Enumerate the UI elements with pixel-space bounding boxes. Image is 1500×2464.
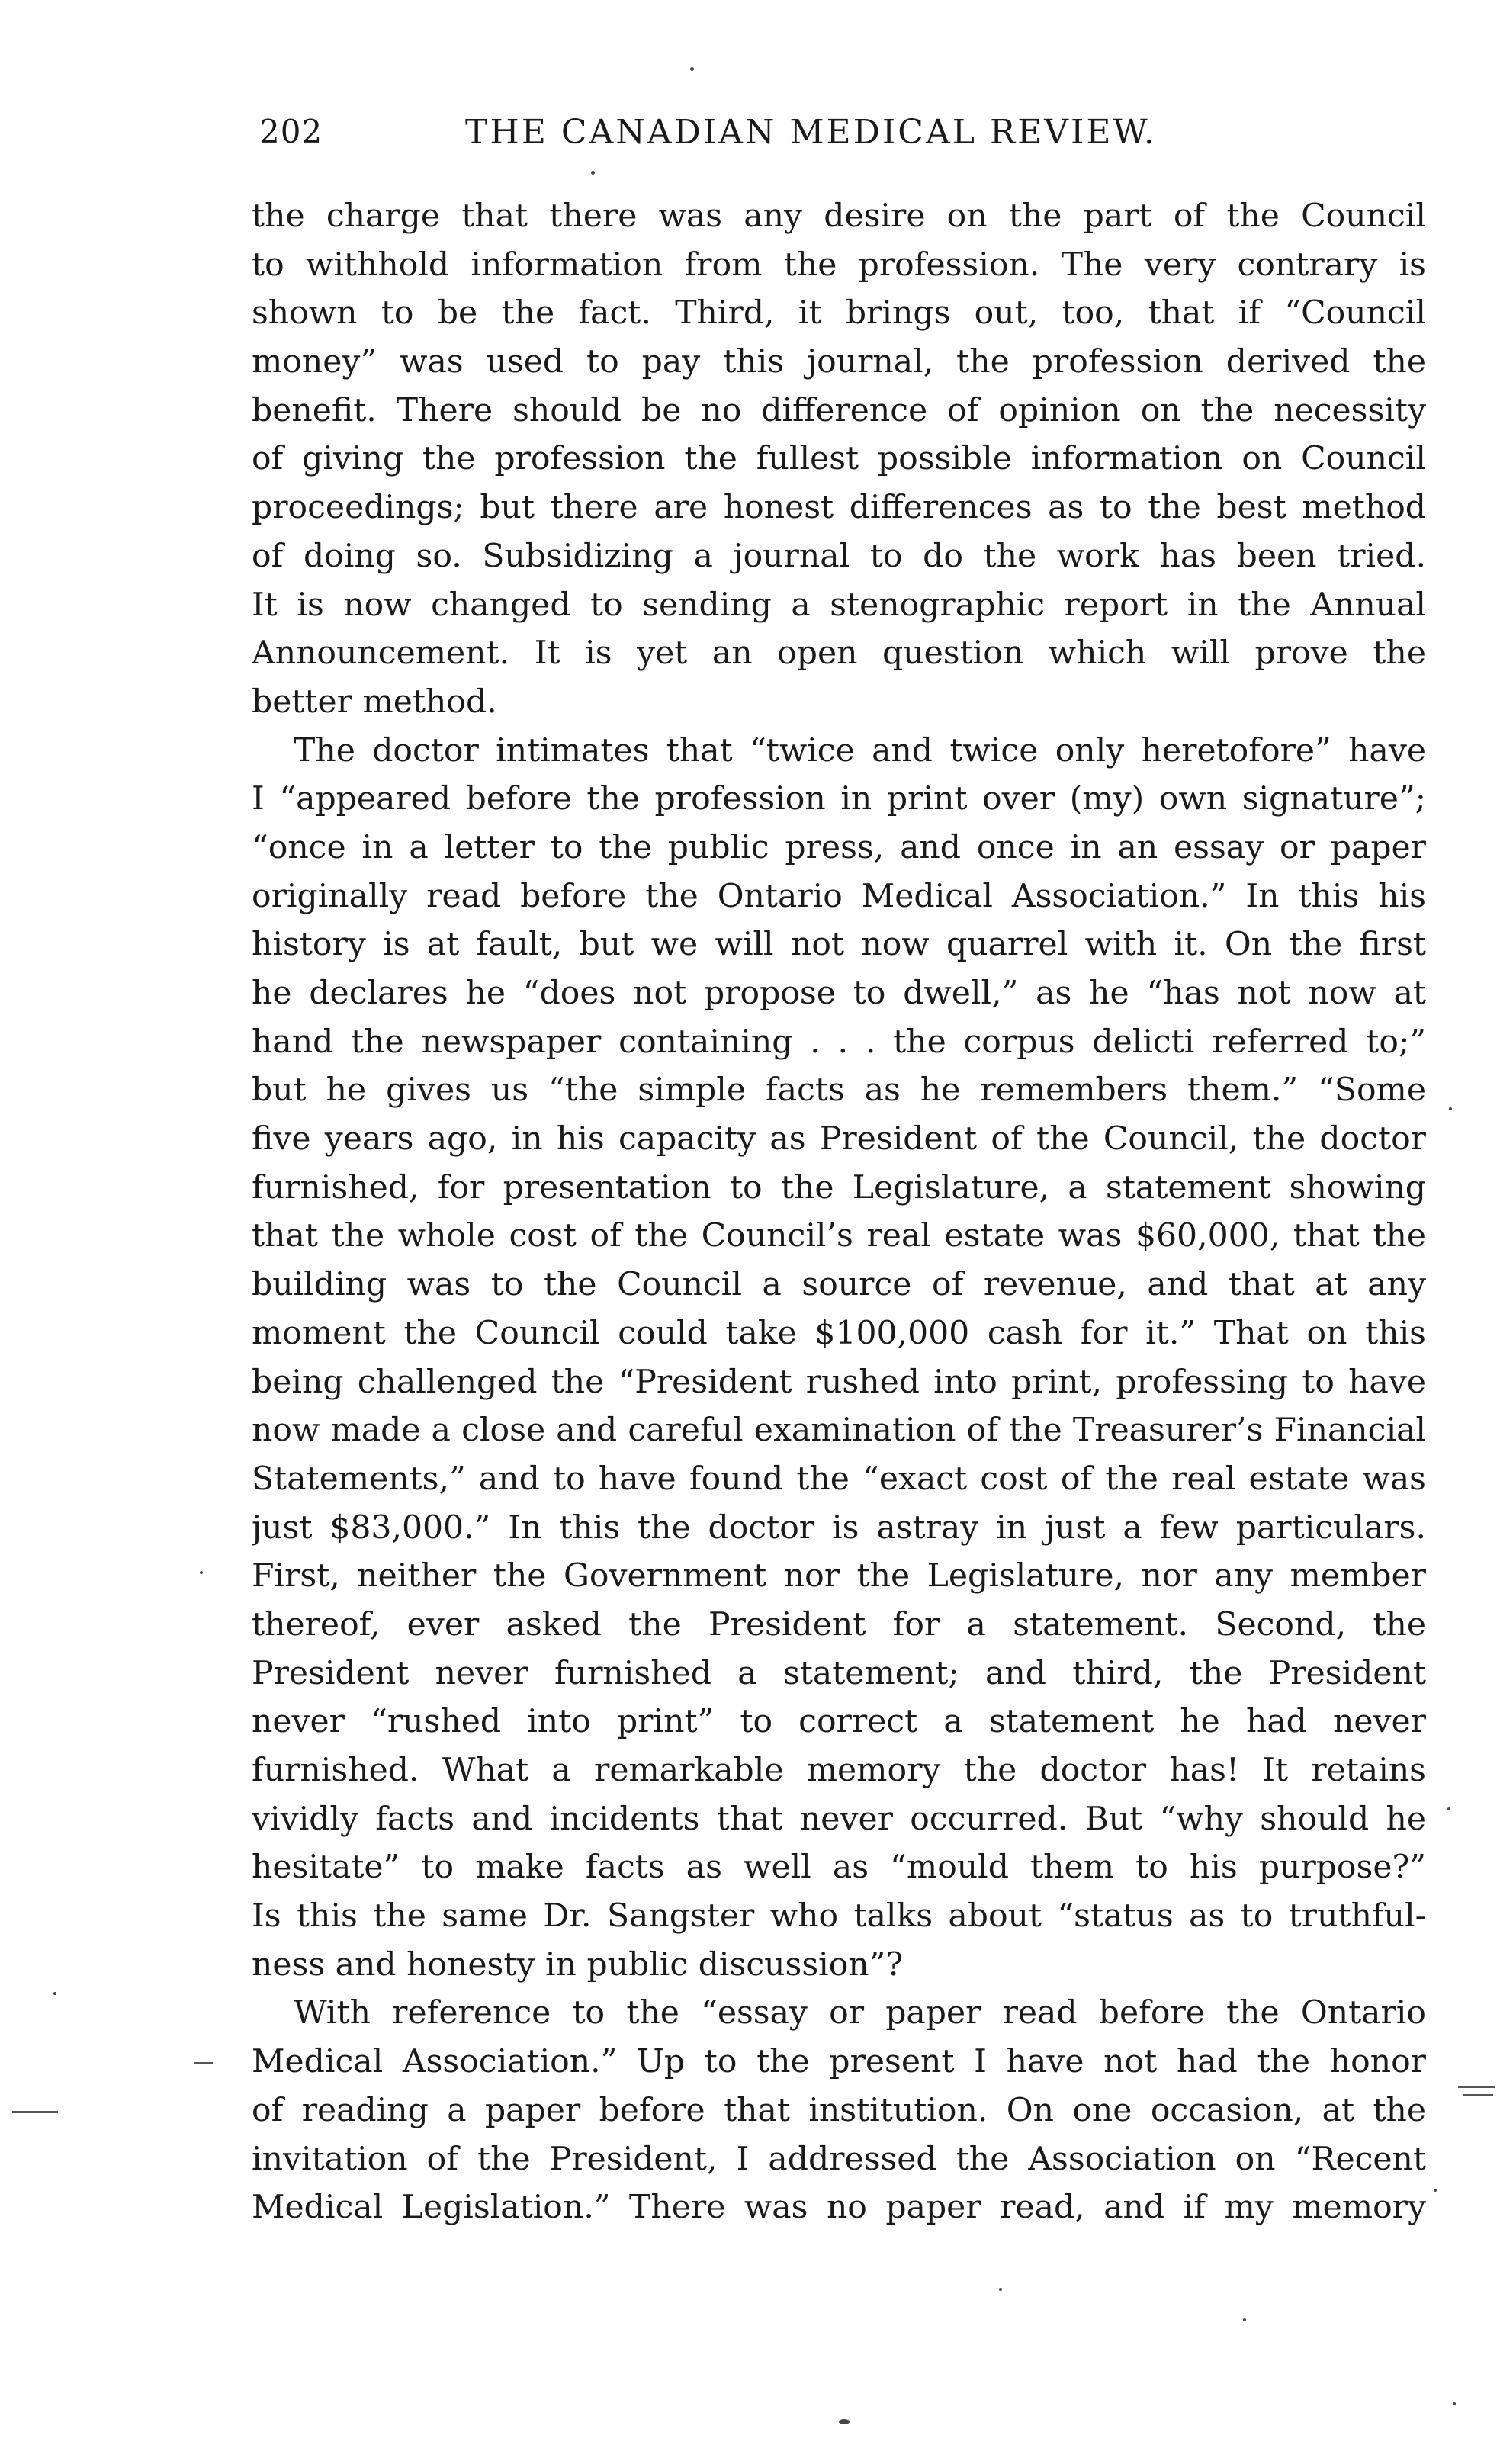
text-line: five years ago, in his capacity as President of the Council, the doctor <box>252 1120 1426 1158</box>
text-line: furnished, for presentation to the Legislature, a statement showing <box>252 1168 1426 1206</box>
margin-dash <box>194 2062 213 2064</box>
scan-speck <box>53 1992 56 1995</box>
text-line: proceedings; but there are honest differences as to the best method <box>252 489 1426 527</box>
text-line: hesitate” to make facts as well as “mould them to his purpose?” <box>252 1849 1426 1887</box>
paragraph-1 <box>252 192 1426 727</box>
paragraph-3 <box>252 1989 1426 2231</box>
scan-speck <box>1434 2189 1437 2192</box>
text-line: I “appeared before the profession in print over (my) own signature”; <box>252 780 1426 818</box>
text-line: Medical Legislation.” There was no paper read, and if my memory <box>252 2189 1426 2227</box>
text-line: Is this the same Dr. Sangster who talks about “status as to truthful- <box>252 1897 1426 1936</box>
text-line: With reference to the “essay or paper read before the Ontario <box>294 1994 1426 2032</box>
margin-dash <box>1463 2094 1493 2096</box>
running-title: THE CANADIAN MEDICAL REVIEW. <box>465 113 1157 152</box>
text-line: benefit. There should be no difference of opinion on the necessity <box>252 391 1426 429</box>
body-text <box>252 192 1426 2232</box>
paragraph-2 <box>252 727 1426 1990</box>
text-line: It is now changed to sending a stenographic report in the Annual <box>252 586 1426 624</box>
text-line: building was to the Council a source of revenue, and that at any <box>252 1266 1426 1304</box>
text-line: “once in a letter to the public press, and once in an essay or paper <box>252 828 1426 866</box>
scan-speck <box>1449 1107 1452 1110</box>
text-line: invitation of the President, I addressed the Association on “Recent <box>252 2140 1426 2178</box>
scan-speck <box>1243 2318 1246 2321</box>
text-line: First, neither the Government nor the Legislature, nor any member <box>252 1557 1426 1595</box>
text-line: originally read before the Ontario Medical Association.” In this his <box>252 877 1426 915</box>
text-line: furnished. What a remarkable memory the doctor has! It retains <box>252 1752 1426 1789</box>
scan-speck <box>591 171 595 175</box>
text-line: vividly facts and incidents that never occurred. But “why should he <box>252 1800 1426 1838</box>
scan-speck <box>690 67 694 71</box>
page-number: 202 <box>259 113 323 150</box>
scan-speck <box>839 2419 850 2424</box>
text-line: The doctor intimates that “twice and twice only heretofore” have <box>294 731 1426 769</box>
text-line: money” was used to pay this journal, the profession derived the <box>252 343 1426 381</box>
text-line: Statements,” and to have found the “exact cost of the real estate was <box>252 1460 1426 1498</box>
text-line: of reading a paper before that institution. On one occasion, at the <box>252 2091 1426 2129</box>
text-line: now made a close and careful examination of the Treasurer’s Financial <box>252 1412 1426 1450</box>
text-line: ness and honesty in public discussion”? <box>252 1945 904 1984</box>
scan-speck <box>1447 1807 1450 1810</box>
text-line: Medical Association.” Up to the present I have not had the honor <box>252 2043 1426 2081</box>
margin-dash <box>1458 2086 1495 2088</box>
text-line: Announcement. It is yet an open question which will prove the <box>252 634 1426 673</box>
scan-speck <box>1453 2402 1456 2405</box>
text-line: just $83,000.” In this the doctor is astray in just a few particulars. <box>252 1508 1426 1547</box>
text-line: that the whole cost of the Council’s real estate was $60,000, that the <box>252 1217 1426 1255</box>
text-line: he declares he “does not propose to dwell,” as he “has not now at <box>252 975 1426 1012</box>
text-line: President never furnished a statement; and third, the President <box>252 1654 1426 1692</box>
text-line: history is at fault, but we will not now quarrel with it. On the first <box>252 926 1426 964</box>
text-line: of giving the profession the fullest possible information on Council <box>252 440 1426 478</box>
text-line: hand the newspaper containing . . . the corpus delicti referred to;” <box>252 1023 1426 1061</box>
text-line: thereof, ever asked the President for a statement. Second, the <box>252 1605 1426 1643</box>
text-line: the charge that there was any desire on the part of the Council <box>252 198 1426 235</box>
scan-speck <box>200 1571 203 1574</box>
text-line: better method. <box>252 683 497 721</box>
text-line: never “rushed into print” to correct a statement he had never <box>252 1703 1426 1741</box>
text-line: shown to be the fact. Third, it brings out, too, that if “Council <box>252 294 1426 332</box>
text-line: of doing so. Subsidizing a journal to do the work has been tried. <box>252 537 1426 575</box>
text-line: being challenged the “President rushed into print, professing to have <box>252 1363 1426 1401</box>
text-line: to withhold information from the profession. The very contrary is <box>252 246 1426 284</box>
scan-speck <box>999 2288 1002 2291</box>
text-line: moment the Council could take $100,000 cash for it.” That on this <box>252 1314 1426 1352</box>
text-line: but he gives us “the simple facts as he remembers them.” “Some <box>252 1071 1426 1110</box>
margin-dash <box>12 2111 58 2113</box>
page-header <box>259 113 1449 166</box>
